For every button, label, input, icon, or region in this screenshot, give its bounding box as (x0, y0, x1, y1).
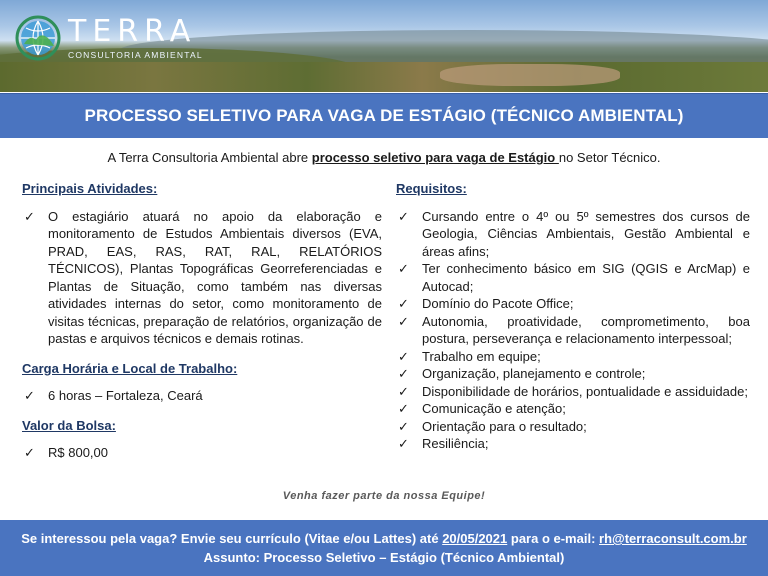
footer-text-b: para o e-mail: (507, 531, 600, 546)
check-icon: ✓ (398, 401, 409, 416)
requirement-item (396, 383, 750, 401)
check-icon: ✓ (398, 296, 409, 311)
title-bar (0, 93, 768, 138)
globe-icon (14, 14, 62, 62)
requirement-item (396, 365, 750, 383)
hours-item (22, 387, 382, 405)
right-column (396, 180, 750, 453)
intro-after: no Setor Técnico. (558, 150, 661, 165)
hours-text: 6 horas – Fortaleza, Ceará (48, 388, 203, 403)
terra-logo (14, 14, 203, 62)
check-icon: ✓ (398, 383, 409, 399)
header-banner (0, 0, 768, 92)
activities-heading: Principais Atividades: (22, 181, 158, 196)
activity-item (22, 208, 382, 348)
left-column (22, 180, 382, 462)
check-icon: ✓ (398, 436, 409, 451)
intro-highlight: processo seletivo para vaga de Estágio (311, 150, 559, 165)
check-icon: ✓ (398, 366, 409, 381)
requirement-text: Organização, planejamento e controle; (422, 366, 646, 381)
requirement-item (396, 295, 750, 313)
requirement-item (396, 435, 750, 453)
footer-bar (0, 520, 768, 576)
requirement-text: Comunicação e atenção; (422, 401, 566, 416)
intro-text (0, 150, 768, 165)
footer-text-a: Se interessou pela vaga? Envie seu currículo (Vitae e/ou Lattes) até (21, 531, 443, 546)
requirement-text: Disponibilidade de horários, pontualidade e assiduidade; (422, 383, 748, 399)
requirement-text: Domínio do Pacote Office; (422, 296, 574, 311)
footer-line-1 (0, 529, 768, 548)
check-icon: ✓ (398, 418, 409, 434)
requirement-text: Orientação para o resultado; (422, 418, 587, 434)
check-icon: ✓ (398, 261, 409, 276)
closing-line: Venha fazer parte da nossa Equipe! (282, 490, 486, 502)
check-icon: ✓ (24, 388, 35, 403)
banner-landscape (0, 62, 768, 92)
requirement-item (396, 208, 750, 261)
requirement-item (396, 313, 750, 348)
page-title: PROCESSO SELETIVO PARA VAGA DE ESTÁGIO (TÉCNICO AMBIENTAL) (84, 106, 684, 125)
requirement-text: Autonomia, proatividade, comprometimento, boa postura, perseverança e relacionamento interpessoal; (422, 313, 750, 346)
salary-item (22, 444, 382, 462)
email-link[interactable]: rh@terraconsult.com.br (599, 531, 747, 546)
logo-subtitle: CONSULTORIA AMBIENTAL (68, 50, 203, 60)
requirement-text: Resiliência; (422, 436, 489, 451)
salary-text: R$ 800,00 (48, 445, 108, 460)
check-icon: ✓ (24, 445, 35, 460)
check-icon: ✓ (24, 208, 35, 224)
requirement-text: Ter conhecimento básico em SIG (QGIS e ArcMap) e Autocad; (422, 261, 750, 294)
requirement-item (396, 418, 750, 436)
check-icon: ✓ (398, 313, 409, 329)
activity-text: O estagiário atuará no apoio da elaboração e monitoramento de Estudos Ambientais diversos (EVA, PRAD, EAS, RAS, RAT, RAL, RELATÓRIOS TÉCNICOS), Plantas Topográficas Georreferenciadas e Plantas de Situação, como também nas diversas atividades internas do setor, como monitoramento de visitas técnicas, preparação de relatórios, organização de pastas e arquivos técnicos e demais rotinas. (48, 208, 382, 346)
salary-heading: Valor da Bolsa: (22, 417, 116, 433)
deadline-date: 20/05/2021 (442, 531, 508, 546)
check-icon: ✓ (398, 348, 409, 364)
requirement-item (396, 260, 750, 295)
footer-subject: Assunto: Processo Seletivo – Estágio (Técnico Ambiental) (203, 550, 565, 565)
requirement-text: Trabalho em equipe; (422, 348, 541, 364)
requirement-item (396, 348, 750, 366)
check-icon: ✓ (398, 208, 409, 224)
logo-name: TERRA (68, 14, 197, 49)
requirement-item (396, 400, 750, 418)
hours-heading: Carga Horária e Local de Trabalho: (22, 360, 238, 376)
intro-before: A Terra Consultoria Ambiental abre (107, 150, 312, 165)
banner-clearing (440, 64, 620, 86)
requirement-text: Cursando entre o 4º ou 5º semestres dos cursos de Geologia, Ciências Ambientais, Gestão Ambiental e áreas afins; (422, 208, 750, 259)
requirements-heading: Requisitos: (396, 181, 467, 196)
